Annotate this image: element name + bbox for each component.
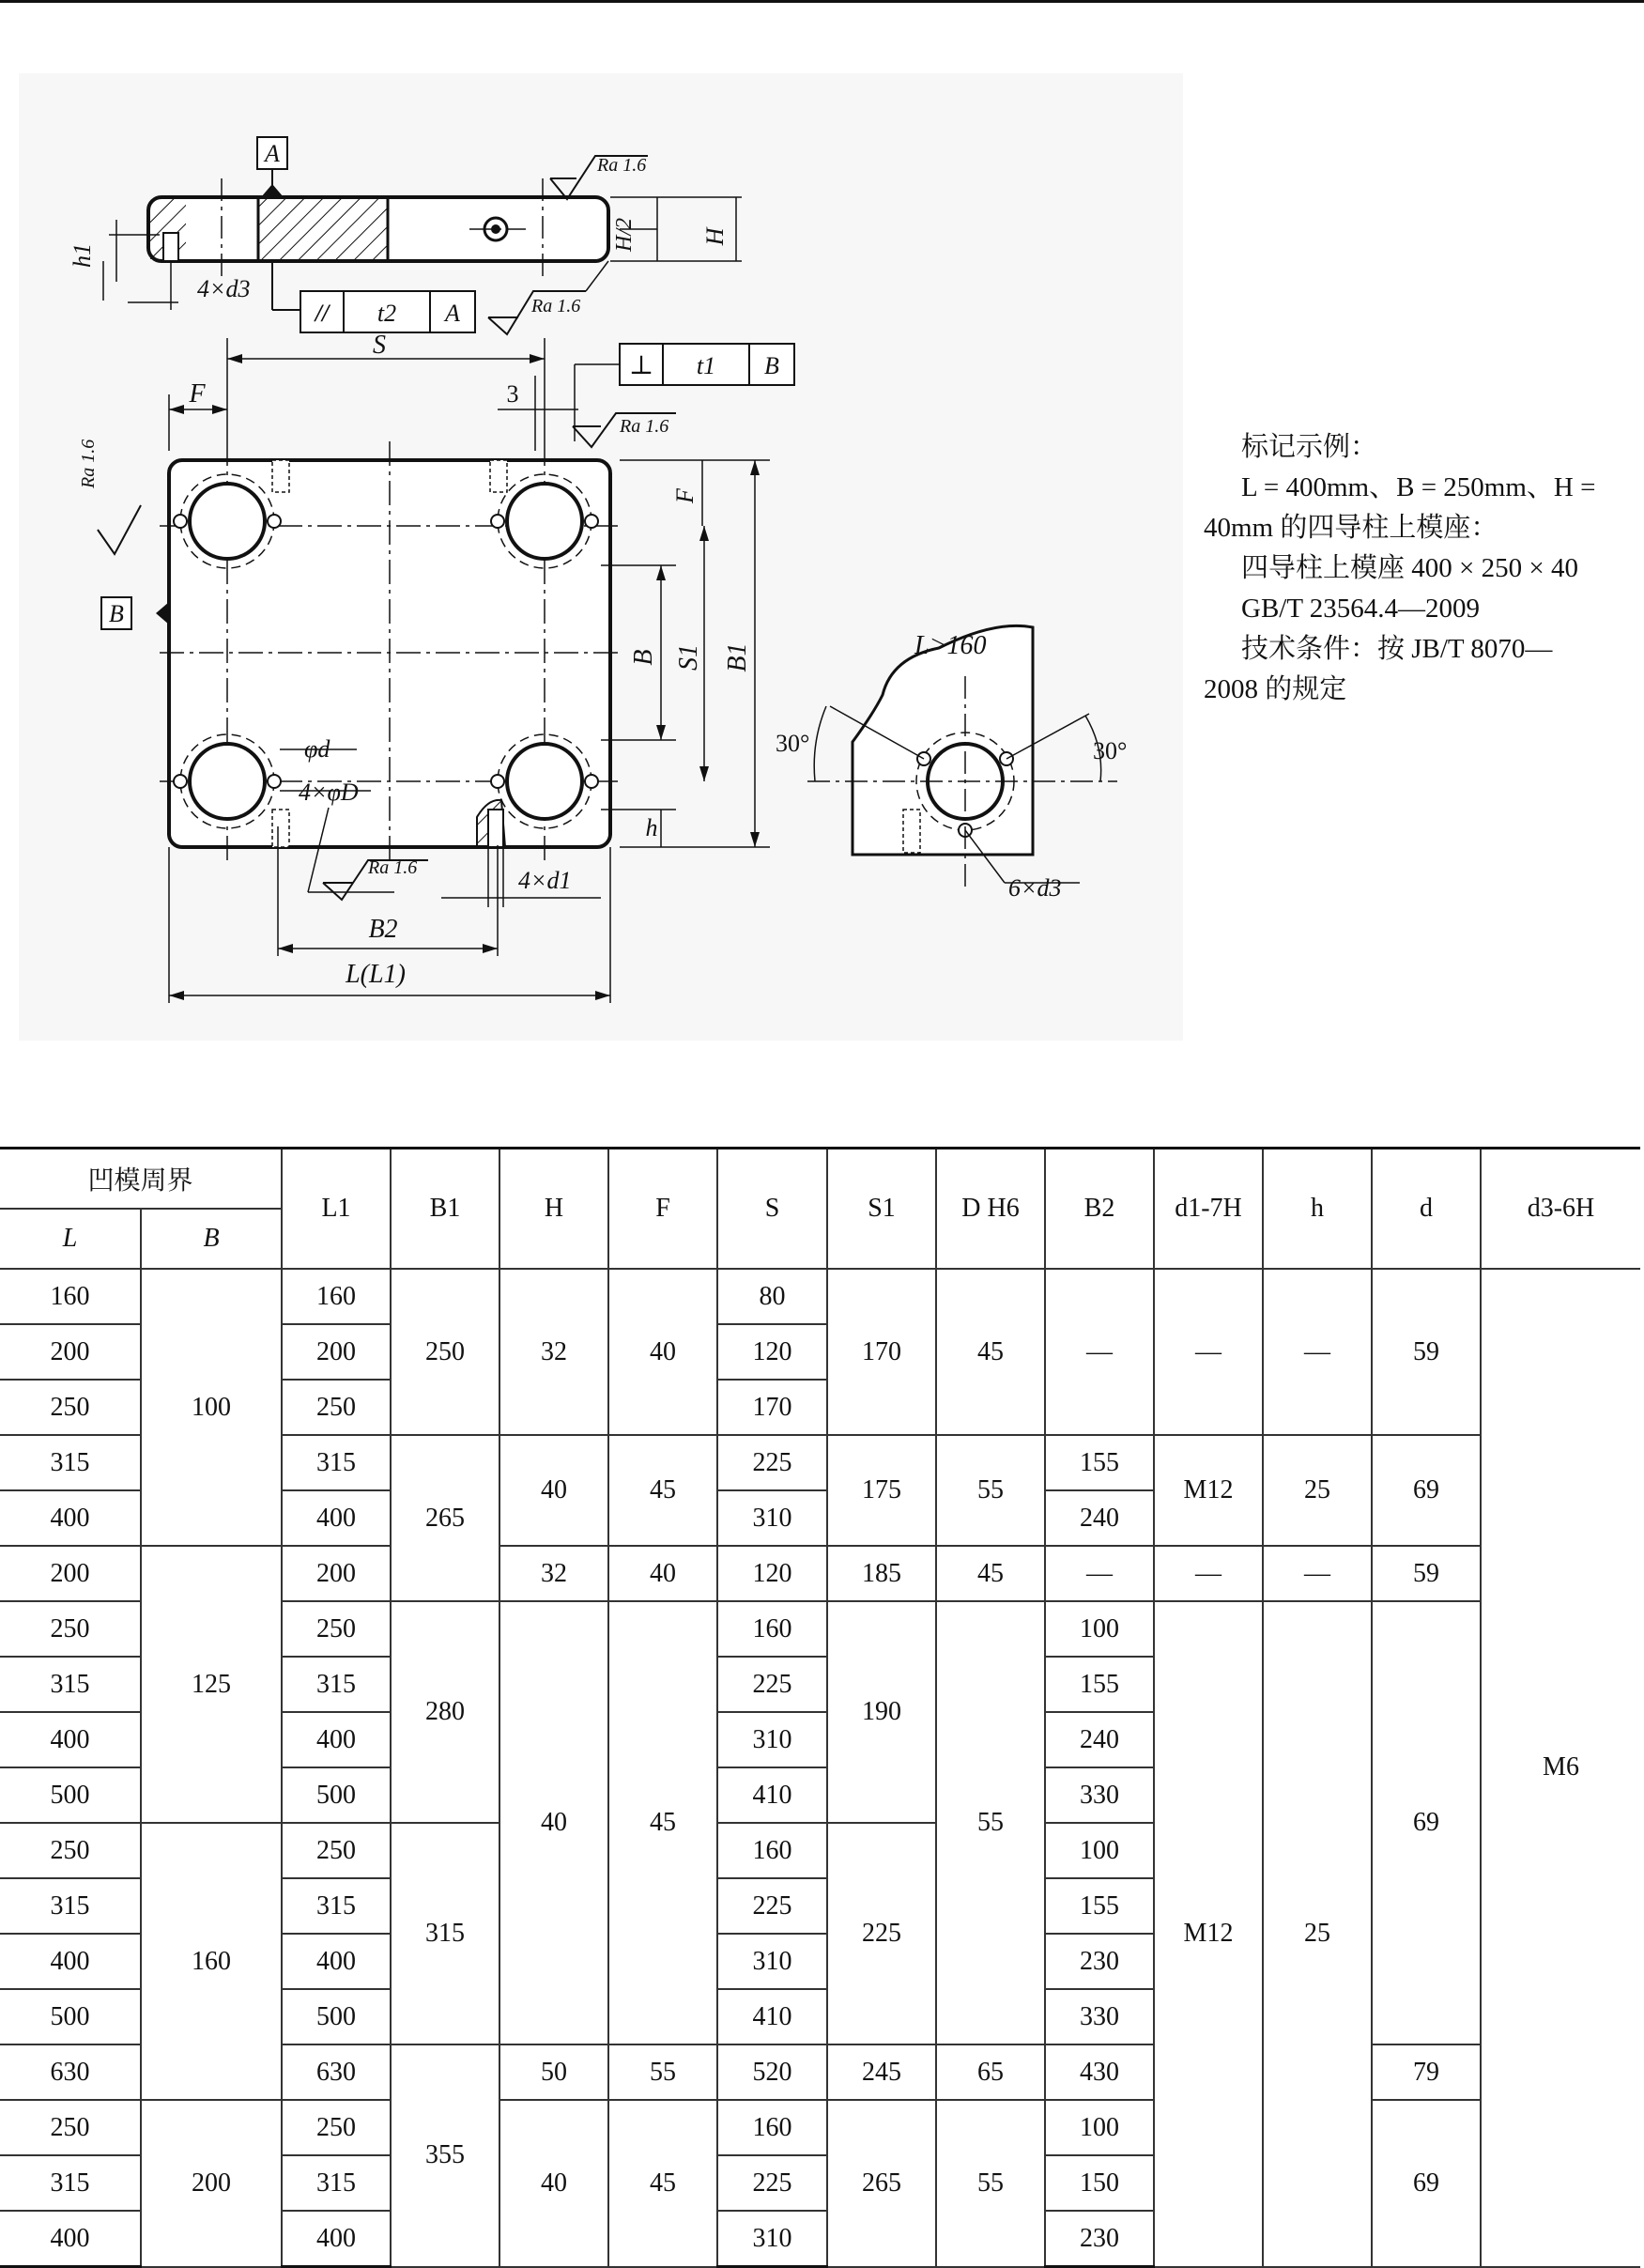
table-cell: M12: [1154, 1601, 1263, 2267]
note-line-4: GB/T 23564.4—2009: [1241, 594, 1481, 624]
dim-4xd1: 4×d1: [518, 867, 572, 894]
dim-L-L1: L(L1): [346, 960, 406, 989]
table-cell: 315: [0, 2155, 141, 2211]
table-cell: 160: [717, 1601, 827, 1657]
roughness-label-1: Ra 1.6: [597, 155, 647, 176]
table-cell: 225: [717, 1878, 827, 1934]
table-cell: —: [1154, 1269, 1263, 1435]
table-cell: 500: [282, 1989, 391, 2044]
table-cell: 250: [282, 2100, 391, 2155]
table-cell: 315: [0, 1878, 141, 1934]
table-cell: 200: [282, 1546, 391, 1601]
table-cell: 400: [0, 1934, 141, 1989]
table-cell: 69: [1372, 1601, 1481, 2044]
note-line-3: 四导柱上模座 400 × 250 × 40: [1241, 553, 1578, 583]
table-cell: 315: [282, 1435, 391, 1490]
table-cell: 355: [391, 2044, 499, 2267]
header-d: d: [1372, 1149, 1481, 1270]
tol-parallel-datum: A: [445, 300, 460, 327]
dim-h1: h1: [69, 243, 96, 268]
datum-b-label: B: [109, 600, 124, 627]
table-cell: 265: [391, 1435, 499, 1601]
dim-4xd3: 4×d3: [197, 275, 251, 302]
table-cell: 250: [0, 1823, 141, 1878]
dim-H: H: [701, 227, 729, 246]
table-cell: 45: [608, 1601, 717, 2044]
dim-3: 3: [506, 380, 519, 408]
table-cell: 230: [1045, 1934, 1154, 1989]
note-line-2: 40mm 的四导柱上模座：: [1204, 513, 1498, 543]
table-cell: 40: [499, 1435, 608, 1546]
dim-h: h: [645, 814, 658, 841]
table-cell: 500: [0, 1767, 141, 1823]
table-cell: 410: [717, 1767, 827, 1823]
table-cell: 500: [282, 1767, 391, 1823]
detail-angle-left: 30°: [776, 730, 810, 757]
tol-parallel-symbol: //: [315, 300, 330, 327]
table-cell: 100: [1045, 1823, 1154, 1878]
table-cell: 280: [391, 1601, 499, 1823]
table-cell: 500: [0, 1989, 141, 2044]
table-cell: 265: [827, 2100, 936, 2267]
table-cell: 400: [282, 2211, 391, 2267]
header-B2: B2: [1045, 1149, 1154, 1270]
table-cell: —: [1045, 1546, 1154, 1601]
header-S1: S1: [827, 1149, 936, 1270]
table-cell: 175: [827, 1435, 936, 1546]
table-cell: 160: [141, 1823, 282, 2100]
table-cell: 185: [827, 1546, 936, 1601]
header-d3-6H: d3-6H: [1481, 1149, 1640, 1270]
header-D-H6: D H6: [936, 1149, 1045, 1270]
table-cell: 230: [1045, 2211, 1154, 2267]
roughness-label-4: Ra 1.6: [368, 857, 418, 878]
dim-phi-d: φd: [304, 735, 330, 763]
table-cell: 160: [282, 1269, 391, 1324]
table-cell: 50: [499, 2044, 608, 2100]
table-cell: 245: [827, 2044, 936, 2100]
table-cell: 59: [1372, 1546, 1481, 1601]
table-cell: 225: [717, 2155, 827, 2211]
table-cell: 400: [0, 2211, 141, 2267]
header-L: L: [0, 1209, 141, 1269]
table-cell: 40: [499, 2100, 608, 2267]
note-heading: 标记示例：: [1241, 432, 1378, 462]
table-cell: 330: [1045, 1767, 1154, 1823]
pin-hole-h1: [163, 233, 178, 261]
table-cell: 69: [1372, 2100, 1481, 2267]
table-cell: 200: [0, 1546, 141, 1601]
table-cell: 250: [0, 1380, 141, 1435]
table-cell: 155: [1045, 1435, 1154, 1490]
table-cell: 225: [717, 1657, 827, 1712]
dim-4x-phi-D: 4×φD: [299, 779, 359, 806]
table-cell: 520: [717, 2044, 827, 2100]
table-cell: 120: [717, 1546, 827, 1601]
table-cell: 45: [936, 1546, 1045, 1601]
table-cell: —: [1154, 1546, 1263, 1601]
table-cell: 310: [717, 1712, 827, 1767]
dim-F-side: F: [671, 488, 699, 503]
table-cell: 100: [1045, 2100, 1154, 2155]
table-cell: 45: [608, 2100, 717, 2267]
dim-S1: S1: [674, 644, 703, 671]
section-hatch: [258, 199, 388, 259]
table-cell: 40: [608, 1269, 717, 1435]
table-cell: 630: [0, 2044, 141, 2100]
table-cell: 40: [608, 1546, 717, 1601]
table-row: [0, 1546, 1640, 1601]
table-cell: 155: [1045, 1657, 1154, 1712]
header-row-1: [0, 1149, 1640, 1210]
table-cell: 190: [827, 1601, 936, 1823]
table-cell: 155: [1045, 1878, 1154, 1934]
header-h: h: [1263, 1149, 1372, 1270]
table-cell: 45: [936, 1269, 1045, 1435]
dim-B: B: [629, 649, 658, 666]
table-cell: 170: [717, 1380, 827, 1435]
table-cell: 25: [1263, 1435, 1372, 1546]
header-S: S: [717, 1149, 827, 1270]
detail-view: [776, 625, 1127, 902]
detail-6xd3: 6×d3: [1008, 874, 1062, 902]
note-line-6: 2008 的规定: [1204, 674, 1347, 704]
table-cell: —: [1045, 1269, 1154, 1435]
table-cell: M12: [1154, 1435, 1263, 1546]
dim-h-half: H/2: [612, 218, 637, 252]
table-cell: 170: [827, 1269, 936, 1435]
table-cell: 200: [282, 1324, 391, 1380]
table-row: [0, 1269, 1640, 1324]
table-cell: 250: [0, 2100, 141, 2155]
roughness-label-2: Ra 1.6: [531, 296, 581, 316]
table-cell: 315: [282, 1657, 391, 1712]
table-cell: 125: [141, 1546, 282, 1823]
table-cell: 59: [1372, 1269, 1481, 1435]
table-cell: 310: [717, 1934, 827, 1989]
table-cell: 55: [936, 1601, 1045, 2044]
table-cell: 250: [0, 1601, 141, 1657]
roughness-icon-left: [98, 505, 141, 554]
dim-F-top: F: [189, 379, 206, 409]
table-cell: —: [1263, 1546, 1372, 1601]
header-B: B: [141, 1209, 282, 1269]
header-F: F: [608, 1149, 717, 1270]
table-cell: 32: [499, 1546, 608, 1601]
dim-B2: B2: [368, 915, 398, 944]
roughness-label-3: Ra 1.6: [620, 416, 669, 437]
table-row: [0, 2100, 1640, 2155]
table-cell: 315: [0, 1435, 141, 1490]
table-cell: 315: [282, 1878, 391, 1934]
tol-perp-value: t1: [696, 352, 716, 379]
table-cell: 240: [1045, 1490, 1154, 1546]
header-concave-die-perimeter: 凹模周界: [0, 1149, 282, 1210]
table-cell: 69: [1372, 1435, 1481, 1546]
table-cell: 65: [936, 2044, 1045, 2100]
dimension-table: [0, 1147, 1640, 2268]
note-line-5: 技术条件：按 JB/T 8070—: [1241, 634, 1553, 664]
table-cell: 315: [0, 1657, 141, 1712]
table-cell: 310: [717, 2211, 827, 2267]
table-cell: 40: [499, 1601, 608, 2044]
table-cell: 400: [282, 1934, 391, 1989]
table-cell: 250: [282, 1601, 391, 1657]
table-cell: 250: [282, 1380, 391, 1435]
table-cell: 400: [282, 1490, 391, 1546]
table-cell: 630: [282, 2044, 391, 2100]
roughness-label-left: Ra 1.6: [78, 439, 99, 488]
table-cell: 430: [1045, 2044, 1154, 2100]
datum-a-label: A: [265, 140, 280, 167]
table-cell: 400: [282, 1712, 391, 1767]
header-L1: L1: [282, 1149, 391, 1270]
detail-angle-right: 30°: [1093, 737, 1128, 764]
note-line-1: L = 400mm、B = 250mm、H =: [1241, 472, 1596, 502]
table-cell: 315: [391, 1823, 499, 2044]
table-cell: 200: [141, 2100, 282, 2267]
table-cell: 200: [0, 1324, 141, 1380]
table-cell: 240: [1045, 1712, 1154, 1767]
table-cell: 330: [1045, 1989, 1154, 2044]
table-cell: 225: [827, 1823, 936, 2044]
tol-perp-symbol: ⊥: [628, 351, 654, 380]
table-cell: 315: [282, 2155, 391, 2211]
table-cell: 55: [936, 1435, 1045, 1546]
plan-view: [78, 331, 794, 1003]
table-cell: 160: [717, 1823, 827, 1878]
side-view: [69, 137, 742, 334]
table-cell: 100: [141, 1269, 282, 1546]
table-cell: —: [1263, 1269, 1372, 1435]
header-H: H: [499, 1149, 608, 1270]
table-cell: 160: [0, 1269, 141, 1324]
header-B1: B1: [391, 1149, 499, 1270]
table-cell: 310: [717, 1490, 827, 1546]
header-d1-7H: d1-7H: [1154, 1149, 1263, 1270]
table-cell: 250: [282, 1823, 391, 1878]
dim-S: S: [373, 331, 386, 360]
table-cell: 100: [1045, 1601, 1154, 1657]
table-cell: 410: [717, 1989, 827, 2044]
tol-parallel-value: t2: [376, 300, 397, 327]
detail-title: L>160: [914, 631, 987, 660]
table-body: [0, 1269, 1640, 2267]
table-cell: 79: [1372, 2044, 1481, 2100]
table-cell: 55: [936, 2100, 1045, 2267]
marking-example-note: [1204, 427, 1636, 710]
table-cell: 225: [717, 1435, 827, 1490]
dim-B1: B1: [723, 642, 752, 672]
table-cell: 250: [391, 1269, 499, 1435]
tol-perp-datum: B: [764, 352, 779, 379]
table-cell: M6: [1481, 1269, 1640, 2267]
table-cell: 55: [608, 2044, 717, 2100]
table-cell: 120: [717, 1324, 827, 1380]
table-cell: 150: [1045, 2155, 1154, 2211]
table-cell: 400: [0, 1712, 141, 1767]
table-cell: 32: [499, 1269, 608, 1435]
table-cell: 25: [1263, 1601, 1372, 2267]
table-cell: 160: [717, 2100, 827, 2155]
table-cell: 80: [717, 1269, 827, 1324]
table-cell: 45: [608, 1435, 717, 1546]
table-cell: 400: [0, 1490, 141, 1546]
